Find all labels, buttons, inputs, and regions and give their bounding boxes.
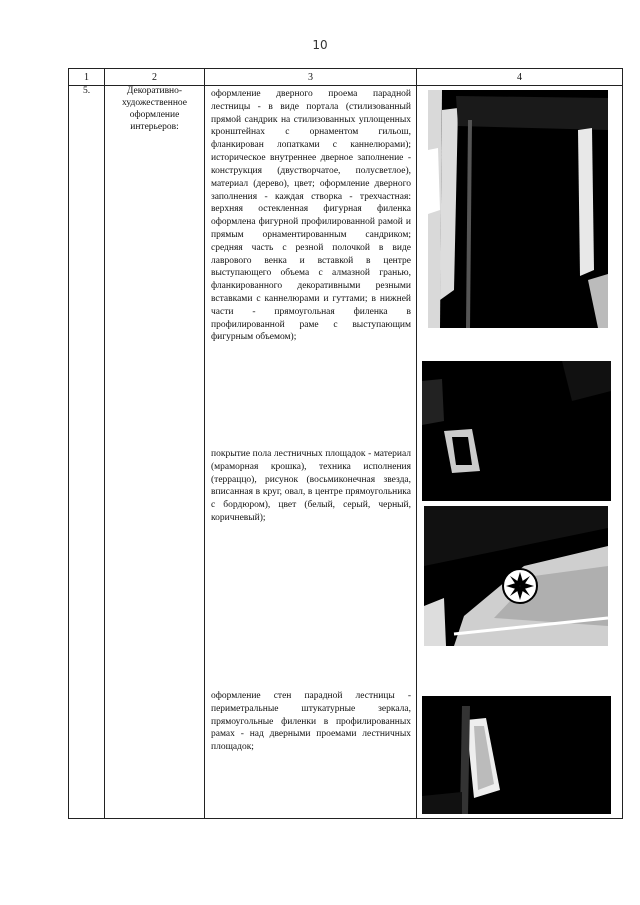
staircase-dark-photo-image bbox=[422, 361, 611, 501]
header-col-4: 4 bbox=[417, 69, 623, 86]
table-row bbox=[69, 86, 623, 819]
header-col-1: 1 bbox=[69, 69, 105, 86]
photo-terrazzo-floor bbox=[424, 506, 608, 646]
wall-panels-photo-image bbox=[422, 696, 611, 814]
paragraph-doorway: оформление дверного проема парадной лестницы - в виде портала (стилизованный прямой сандрик на стилизованных уплощенных кронштейнах с орнаментом гильош, фланкирован лопатками с каннелюрами); историческое внутреннее дверное заполнение - конструкция (двустворчатое, полусветлое), материал (дерево), цвет; оформление дверного заполнения - каждая створка - трехчастная: верхняя остекленная фигурная филенка оформлена фигурной профилированной рамой и прямым орнаментированным сандриком; средняя часть с резной полочкой в виде лаврового венка и вставкой в центре выступающего объема с алмазной гранью, фланкированного декоративными резными вставками с каннелюрами и гуттами; в нижней части - прямоугольная филенка в профилированной раме с выступающим фигурным объемом); bbox=[211, 89, 411, 343]
photo-wall-panels bbox=[422, 696, 611, 814]
photos-cell bbox=[417, 86, 623, 819]
row-number: 5. bbox=[69, 86, 105, 819]
description-cell bbox=[205, 86, 417, 819]
terrazzo-floor-photo-image bbox=[424, 506, 608, 646]
row-title: Декоративно-художественное оформление интерьеров: bbox=[105, 86, 205, 819]
table-header-row bbox=[69, 69, 623, 86]
header-col-2: 2 bbox=[105, 69, 205, 86]
photo-staircase-dark bbox=[422, 361, 611, 501]
paragraph-floor: покрытие пола лестничных площадок - материал (мраморная крошка), техника исполнения (терраццо), рисунок (восьмиконечная звезда, вписанная в круг, овал, в центре прямоугольника с бордюром), цвет (белый, серый, черный, коричневый); bbox=[211, 449, 411, 524]
photo-doorway bbox=[428, 90, 608, 328]
page-number: 10 bbox=[312, 38, 328, 52]
heritage-table bbox=[68, 68, 623, 819]
paragraph-walls: оформление стен парадной лестницы - периметральные штукатурные зеркала, прямоугольные филенки в профилированных рамах - над дверными проемами лестничных площадок; bbox=[211, 691, 411, 753]
doorway-photo-image bbox=[428, 90, 608, 328]
header-col-3: 3 bbox=[205, 69, 417, 86]
